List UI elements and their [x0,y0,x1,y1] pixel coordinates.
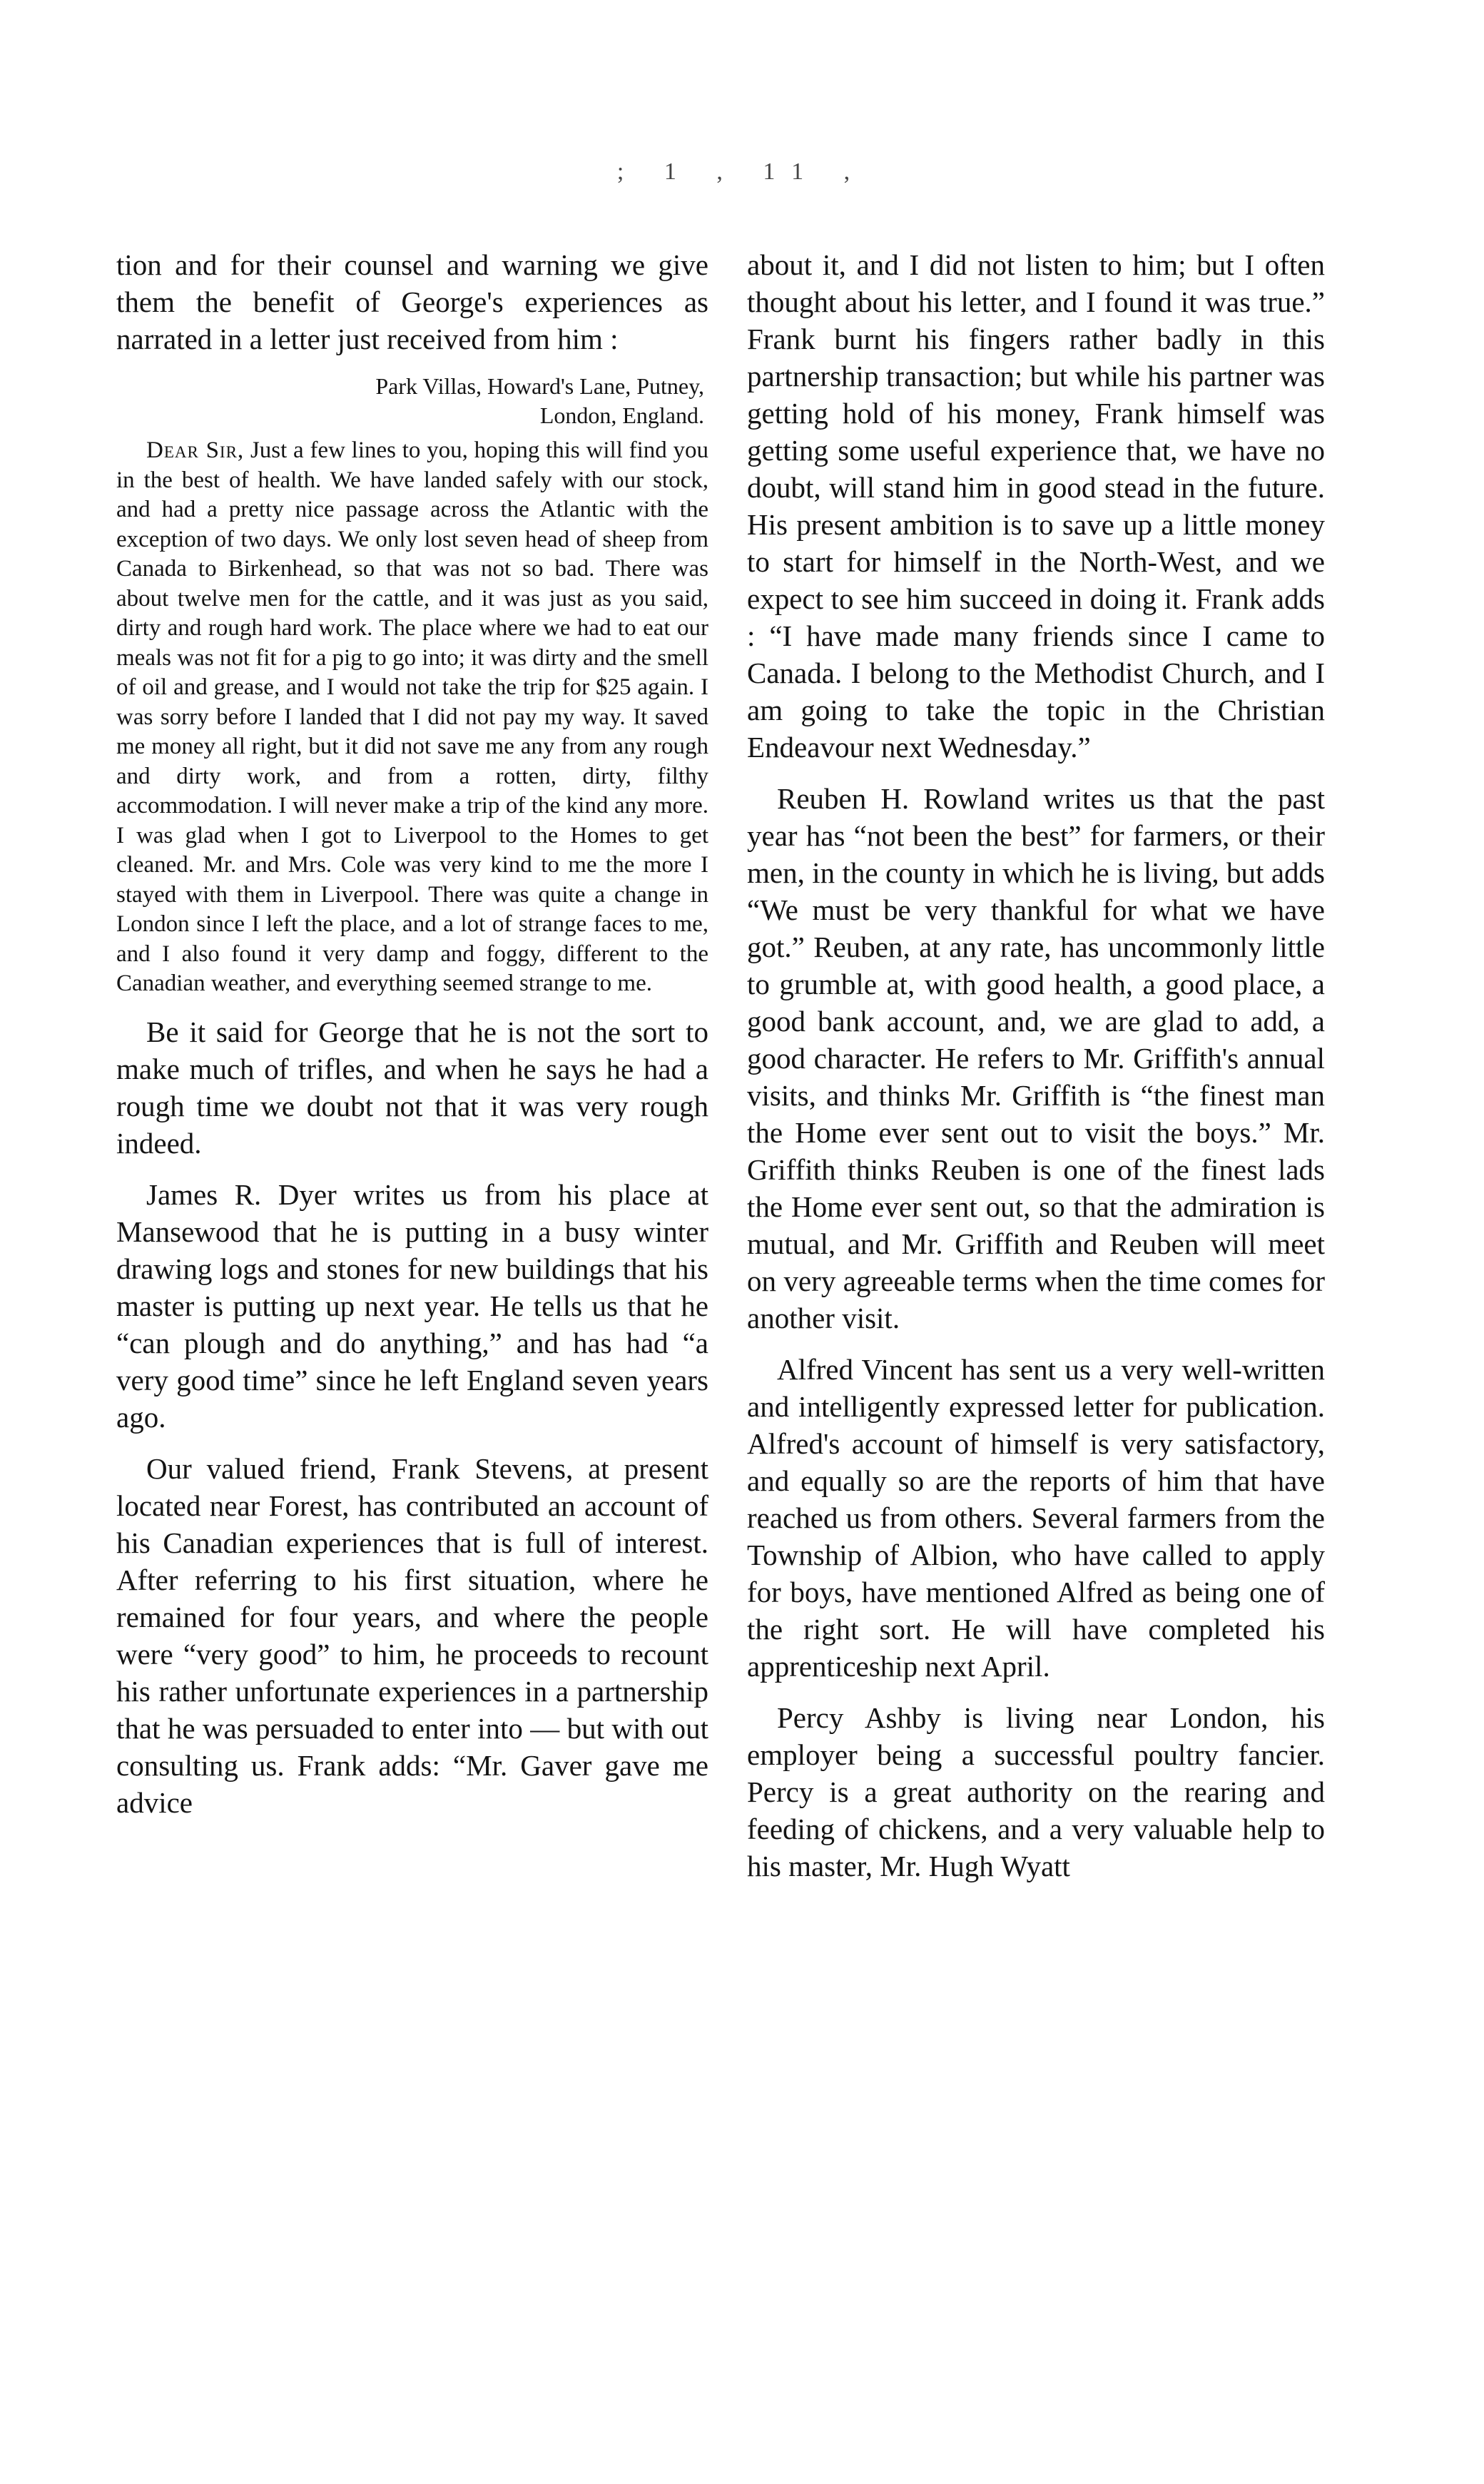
intro-paragraph: tion and for their counsel and warning we give them the benefit of George's experiences as narrated in a letter just received from him : [116,248,708,355]
george-paragraph: Be it said for George that he is not the sort to make much of trifles, and when he says he had a rough time we doubt not that it was very rough indeed. [116,1015,708,1160]
page-header: ; 1 , 11 , [616,158,868,185]
vincent-paragraph: Alfred Vincent has sent us a very well-written and intelligently expressed letter for publication. Alfred's account of himself is very satisfactory, and equally so are the reports of him that have reached us from others. Several farmers from the Township of Albion, who have called to apply for boys, have mentioned Alfred as being one of the right sort. He will have completed his apprenticeship next April. [747,1353,1325,1683]
letter-text: Just a few lines to you, hoping this will find you in the best of health. We have landed safely with our stock, and had a pretty nice passage across the Atlantic with the exception of two days. We only lost seven head of sheep from Canada to Birkenhead, so that was not so bad. There was about twelve men for the cattle, and it was just as you said, dirty and rough hard work. The place where we had to eat our meals was not fit for a pig to go into; it was dirty and the smell of oil and grease, and I would not take the trip for $25 again. I was sorry before I landed that I did not pay my way. It saved me money all right, but it did not save me any from any rough and dirty work, and from a rotten, dirty, filthy accommodation. I will never make a trip of the kind any more. I was glad when I got to Liverpool to the Homes to get cleaned. Mr. and Mrs. Cole was very kind to me the more I stayed with them in Liverpool. There was quite a change in London since I left the place, and a lot of strange faces to me, and I also found it very damp and foggy, different to the Canadian weather, and everything seemed strange to me. [116,437,708,996]
rowland-paragraph: Reuben H. Rowland writes us that the past year has “not been the best” for farmers, or their men, in the county in which he is living, but adds “We must be very thankful for what we have got.” Reuben, at any rate, has uncommonly little to grumble at, with good health, a good place, a good bank account, and, we are glad to add, a good character. He refers to Mr. Griffith's annual visits, and thinks Mr. Griffith is “the finest man the Home ever sent out to visit the boys.” Mr. Griffith thinks Reuben is one of the finest lads the Home ever sent out, so that the admiration is mutual, and Mr. Griffith and Reuben will meet on very agreeable terms when the time comes for another visit. [747,782,1325,1334]
address-line-2: London, England. [539,402,704,428]
left-column [116,246,708,1835]
letter-body [116,436,708,999]
letter-salutation: Dear Sir, [146,437,245,463]
right-column [747,246,1325,1899]
letter-address [116,372,704,430]
dyer-paragraph: James R. Dyer writes us from his place at Mansewood that he is putting in a busy winter drawing logs and stones for new buildings that his master is putting up next year. He tells us that he “can plough and do anything,” and has had “a very good time” since he left England seven years ago. [116,1177,708,1434]
stevens-paragraph: Our valued friend, Frank Stevens, at present located near Forest, has contributed an account of his Canadian experiences that is full of interest. After referring to his first situation, where he remained for four years, and where the people were “very good” to him, he proceeds to recount his rather unfortunate experiences in a partnership that he was persuaded to enter into — but with out consulting us. Frank adds: “Mr. Gaver gave me advice [116,1451,708,1819]
ashby-paragraph: Percy Ashby is living near London, his employer being a successful poultry fancier. Percy is a great authority on the rearing and feeding of chickens, and a very valuable help to his master, Mr. Hugh Wyatt [747,1701,1325,1882]
george-letter [116,372,708,999]
address-line-1: Park Villas, Howard's Lane, Putney, [375,373,704,399]
stevens-continuation-paragraph: about it, and I did not listen to him; but I often thought about his letter, and I found it was true.” Frank burnt his fingers rather badly in this partnership transaction; but while his partner was getting hold of his money, Frank himself was getting some useful experience that, we have no doubt, will stand him in good stead in the future. His present ambition is to save up a little money to start for himself in the North-West, and we expect to see him succeed in doing it. Frank adds : “I have made many friends since I came to Canada. I belong to the Methodist Church, and I am going to take the topic in the Christian Endeavour next Wednesday.” [747,248,1325,764]
